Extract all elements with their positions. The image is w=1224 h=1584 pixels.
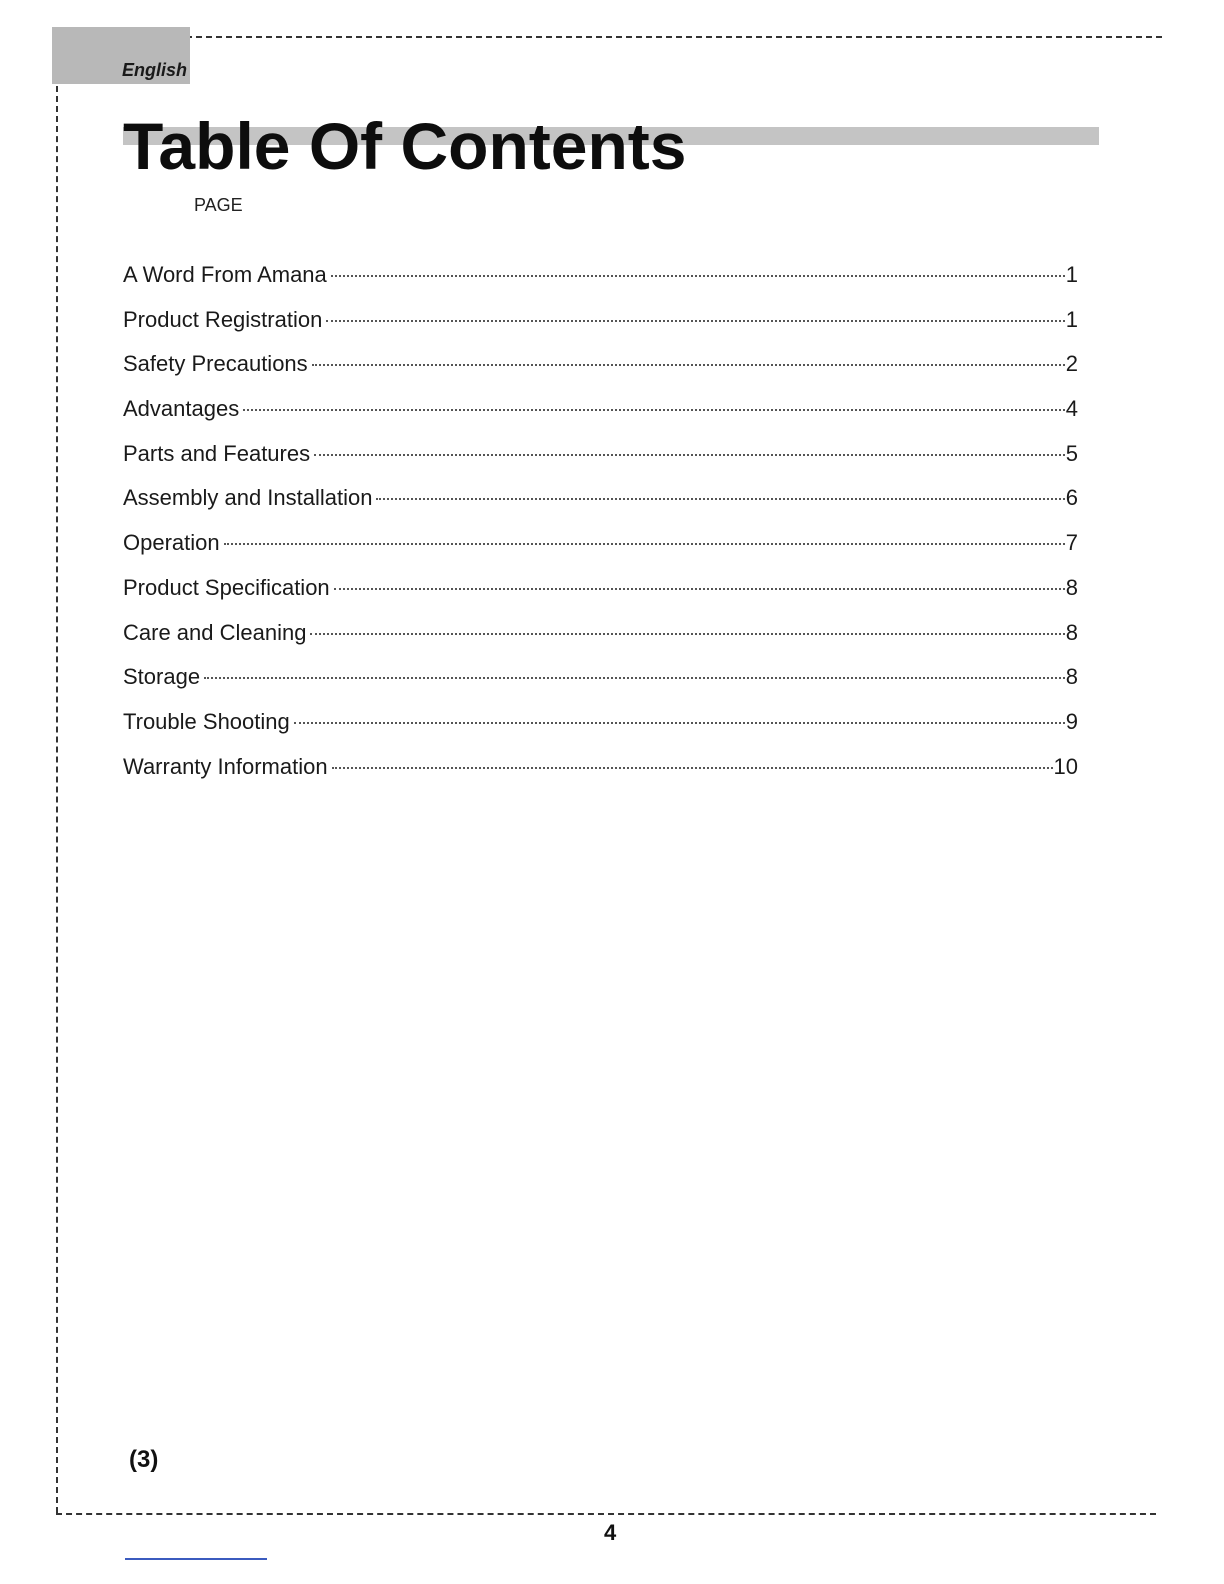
toc-entry[interactable] <box>123 664 1078 709</box>
toc-entry-label: Storage <box>123 664 201 690</box>
dashed-border-top <box>56 36 1162 38</box>
toc-entry-label: Assembly and Installation <box>123 485 373 511</box>
toc-entry-label: Care and Cleaning <box>123 619 307 645</box>
toc-entry-label: Product Registration <box>123 306 323 332</box>
toc-entry-label: A Word From Amana <box>123 262 327 287</box>
sheet-page-number: 4 <box>604 1520 617 1545</box>
toc-entry-page: 2 <box>1065 351 1078 377</box>
toc-entry-page: 8 <box>1065 619 1078 645</box>
toc-entry-label: Advantages <box>123 396 240 422</box>
dot-leader <box>332 767 1053 769</box>
bottom-stub-line <box>125 1558 267 1560</box>
toc-entry-label: Warranty Information <box>123 753 328 779</box>
language-tab-label: English <box>122 60 188 80</box>
toc-entry-label: Operation <box>123 530 220 556</box>
toc-entry-label: Parts and Features <box>123 440 311 466</box>
toc-entry[interactable] <box>123 396 1078 441</box>
dashed-border-left <box>56 36 58 1513</box>
toc-entry-label: Trouble Shooting <box>123 708 290 734</box>
toc-entry[interactable] <box>123 754 1078 799</box>
dot-leader <box>224 543 1065 545</box>
page-column-header: PAGE <box>194 195 243 215</box>
toc-entry-page: 7 <box>1065 530 1078 556</box>
table-of-contents <box>123 262 1078 798</box>
dot-leader <box>294 722 1065 724</box>
dot-leader <box>326 320 1064 322</box>
dot-leader <box>243 409 1065 411</box>
toc-entry-page: 9 <box>1065 708 1078 734</box>
dot-leader <box>204 677 1065 679</box>
toc-entry[interactable] <box>123 575 1078 620</box>
toc-entry-page: 1 <box>1065 306 1078 332</box>
toc-entry[interactable] <box>123 620 1078 665</box>
dot-leader <box>376 498 1064 500</box>
toc-entry[interactable] <box>123 709 1078 754</box>
toc-entry[interactable] <box>123 441 1078 486</box>
toc-entry-page: 8 <box>1065 664 1078 690</box>
toc-entry-page: 8 <box>1065 574 1078 600</box>
toc-entry[interactable] <box>123 262 1078 307</box>
toc-entry[interactable] <box>123 485 1078 530</box>
toc-entry-page: 10 <box>1053 753 1078 779</box>
toc-entry-page: 1 <box>1065 262 1078 287</box>
language-tab <box>52 27 190 84</box>
toc-entry[interactable] <box>123 530 1078 575</box>
toc-entry-page: 6 <box>1065 485 1078 511</box>
dashed-border-bottom <box>56 1513 1156 1515</box>
section-page-number: (3) <box>129 1446 159 1473</box>
toc-entry-page: 5 <box>1065 440 1078 466</box>
toc-entry[interactable] <box>123 307 1078 352</box>
toc-entry-label: Product Specification <box>123 574 330 600</box>
dot-leader <box>334 588 1065 590</box>
page-title: Table Of Contents <box>123 109 687 183</box>
toc-entry-label: Safety Precautions <box>123 351 308 377</box>
dot-leader <box>310 633 1064 635</box>
toc-entry-page: 4 <box>1065 396 1078 422</box>
dot-leader <box>331 275 1065 277</box>
toc-entry[interactable] <box>123 351 1078 396</box>
dot-leader <box>314 454 1065 456</box>
dot-leader <box>312 364 1065 366</box>
